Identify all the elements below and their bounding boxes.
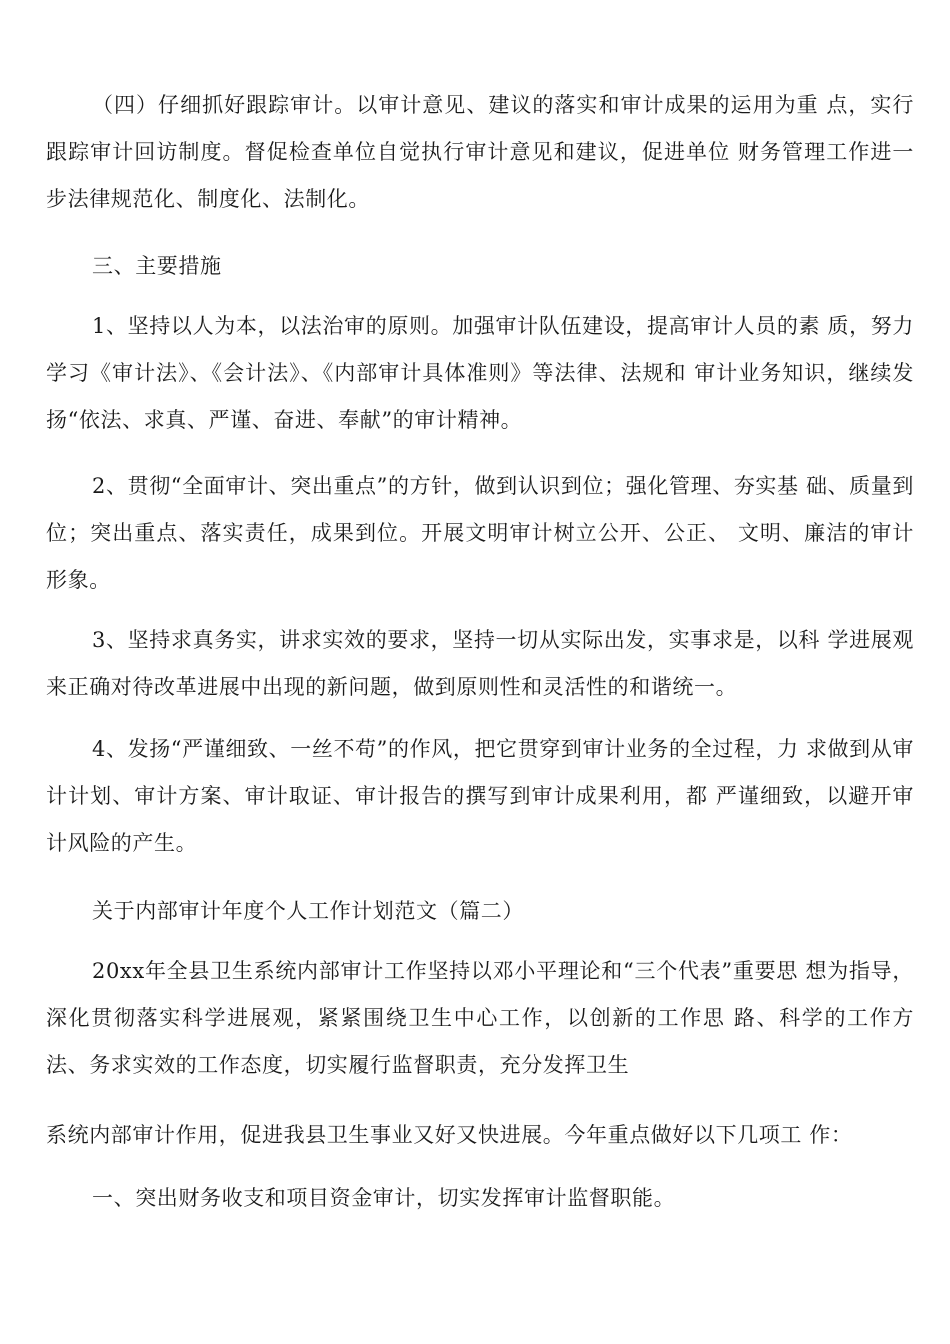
paragraph-measure-3: 3、坚持求真务实，讲求实效的要求，坚持一切从实际出发，实事求是，以科 学进展观来正确对待改革进展中出现的新问题，做到原则性和灵活性的和谐统一。 xyxy=(46,628,914,699)
article-title-part-two: 关于内部审计年度个人工作计划范文（篇二） xyxy=(92,899,524,923)
paragraph-measure-2: 2、贯彻“全面审计、突出重点”的方针，做到认识到位；强化管理、夯实基 础、质量到位；突出重点、落实责任，成果到位。开展文明审计树立公开、公正、 文明、廉洁的审计形象。 xyxy=(46,474,914,592)
paragraph-intro: 20xx年全县卫生系统内部审计工作坚持以邓小平理论和“三个代表”重要思 想为指导，深化贯彻落实科学进展观，紧紧围绕卫生中心工作，以创新的工作思 路、科学的工作方法、务求实效的工作态度，切实履行监督职责，充分发挥卫生 xyxy=(46,959,914,1077)
paragraph-measure-1: 1、坚持以人为本，以法治审的原则。加强审计队伍建设，提高审计人员的素 质，努力学习《审计法》、《会计法》、《内部审计具体准则》等法律、法规和 审计业务知识，继续发扬“依法、求真、严谨、奋进、奉献”的审计精神。 xyxy=(46,314,914,432)
section-heading-first-point: 一、突出财务收支和项目资金审计，切实发挥审计监督职能。 xyxy=(92,1186,676,1210)
section-heading-main-measures: 三、主要措施 xyxy=(92,254,222,278)
paragraph-tracking-audit: （四）仔细抓好跟踪审计。以审计意见、建议的落实和审计成果的运用为重 点，实行跟踪审计回访制度。督促检查单位自觉执行审计意见和建议，促进单位 财务管理工作进一步法律规范化、制度化、法制化。 xyxy=(46,93,914,211)
paragraph-intro-continued: 系统内部审计作用，促进我县卫生事业又好又快进展。今年重点做好以下几项工 作： xyxy=(46,1123,853,1147)
paragraph-measure-4: 4、发扬“严谨细致、一丝不苟”的作风，把它贯穿到审计业务的全过程，力 求做到从审计计划、审计方案、审计取证、审计报告的撰写到审计成果利用，都 严谨细致，以避开审计风险的产生。 xyxy=(46,737,914,855)
